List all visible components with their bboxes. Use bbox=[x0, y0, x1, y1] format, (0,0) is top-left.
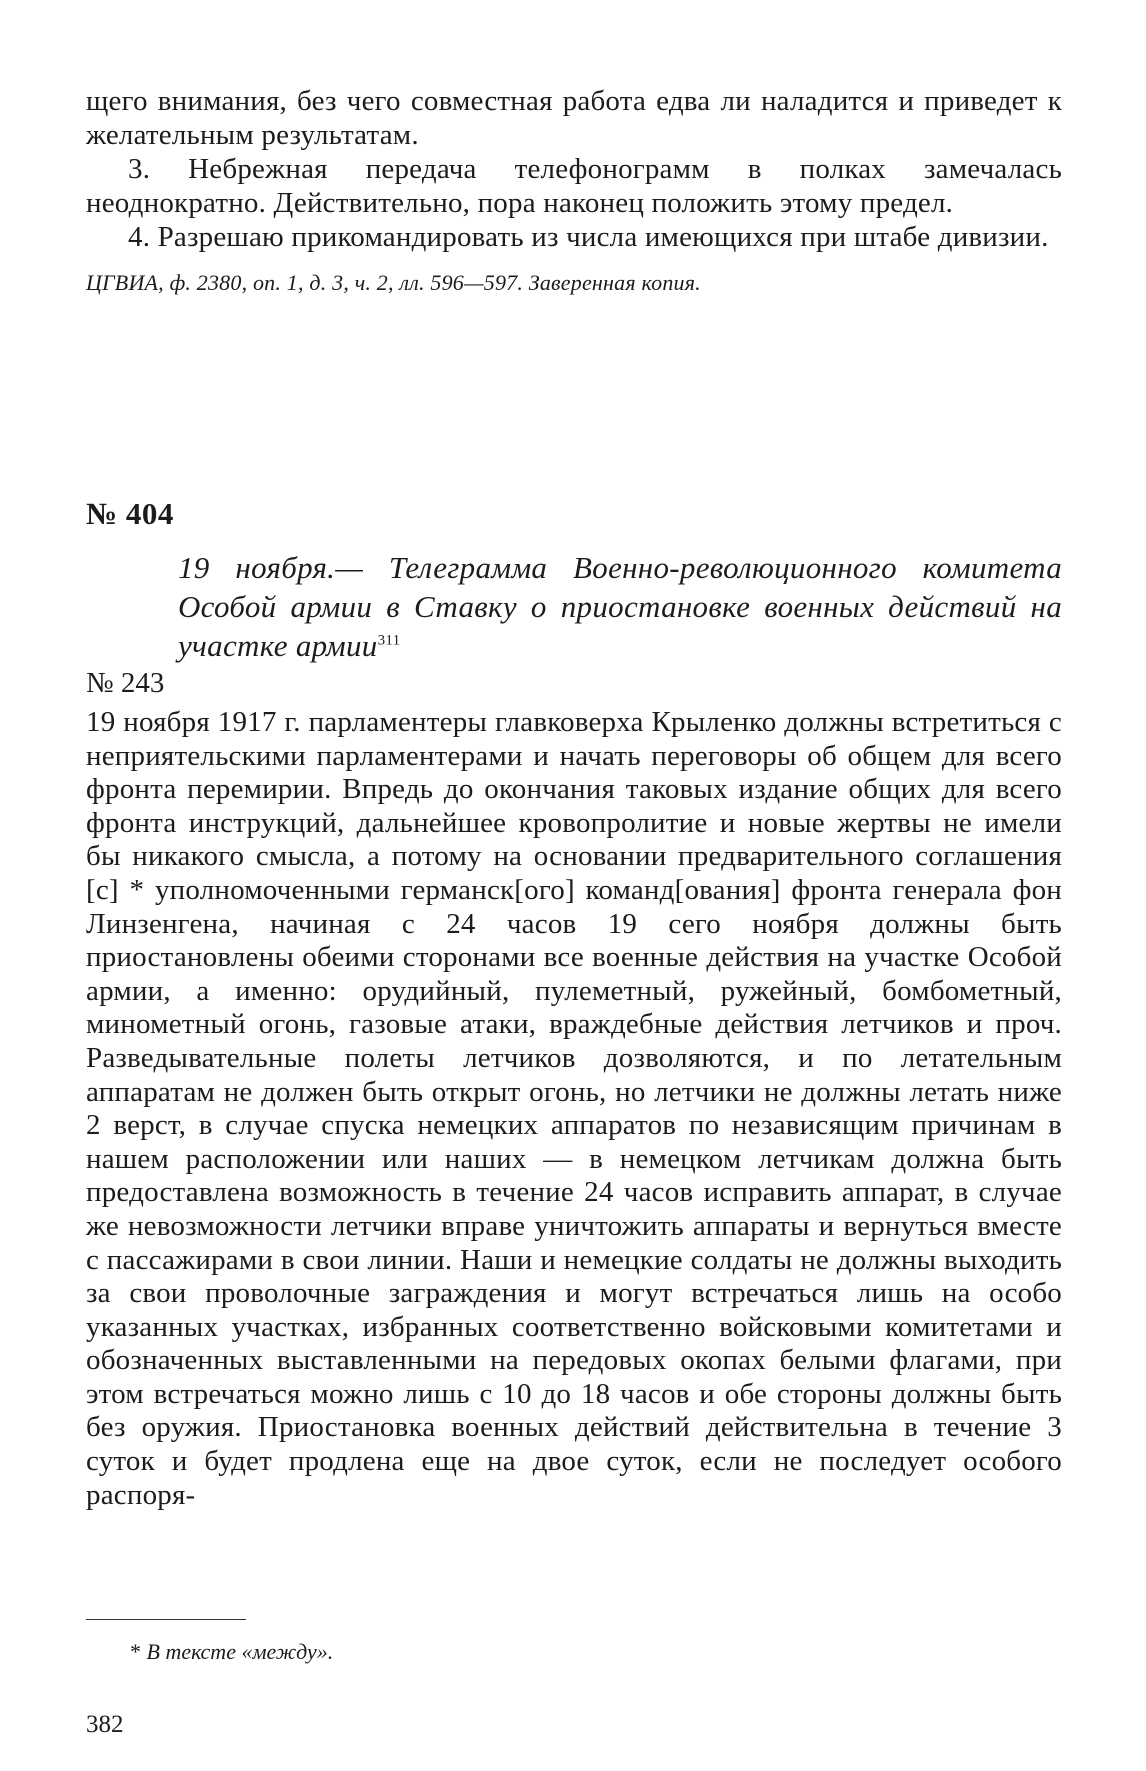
document-number: № 404 bbox=[86, 496, 174, 531]
footnote-divider bbox=[86, 1619, 246, 1620]
telegram-body: 19 ноября 1917 г. парламентеры главковерха Крыленко должны встретиться с неприятельскими парламентерами и начать переговоры об общем для всего фронта перемирии. Впредь до окончания таковых издание общих для всего фронта инструкций, дальнейшее кровопролитие и новые жертвы не имели бы никакого смысла, а потому на основании предварительного соглашения [с] * уполномоченными германск[ого] команд[ования] фронта генерала фон Линзенгена, начиная с 24 часов 19 сего ноября должны быть приостановлены обеими сторонами все военные действия на участке Особой армии, а именно: орудийный, пулеметный, ружейный, бомбометный, минометный огонь, газовые атаки, враждебные действия летчиков и проч. Разведывательные полеты летчиков дозволяются, и по летательным аппаратам не должен быть открыт огонь, но летчики не должны летать ниже 2 верст, в случае спуска немецких аппаратов по независящим причинам в нашем расположении или наших — в немецком летчикам должна быть предоставлена возможность в течение 24 часов исправить аппарат, в случае же невозможности летчики вправе уничтожить аппараты и вернуться вместе с пассажирами в свои линии. Наши и немецкие солдаты не должны выходить за свои проволочные заграждения и могут встречаться лишь на особо указанных участках, избранных соответственно войсковыми комитетами и обозначенных выставленными на передовых окопах белыми флагами, при этом встречаться можно лишь с 10 до 18 часов и обе стороны должны быть без оружия. Приостановка военных действий действительна в течение 3 суток и будет продлена еще на двое суток, если не последует особого распоря- bbox=[86, 706, 1062, 1511]
document-heading bbox=[178, 548, 1062, 665]
footnote-text: В тексте «между». bbox=[146, 1639, 334, 1664]
heading-note-ref: 311 bbox=[377, 632, 401, 649]
continuation-paragraph: щего внимания, без чего совместная работа едва ли наладится и приведет к желательным результатам. bbox=[86, 85, 1062, 151]
telegram-number: № 243 bbox=[86, 667, 165, 699]
footnote-marker: * bbox=[130, 1639, 141, 1664]
archive-source-note: ЦГВИА, ф. 2380, оп. 1, д. 3, ч. 2, лл. 596—597. Заверенная копия. bbox=[86, 270, 701, 295]
footnote bbox=[130, 1638, 333, 1666]
page-number: 382 bbox=[86, 1711, 124, 1738]
document-heading-text: 19 ноября.— Телеграмма Военно-революционного комитета Особой армии в Ставку о приостановке военных действий на участке армии bbox=[178, 550, 1062, 663]
document-page bbox=[86, 84, 1062, 1738]
item-3-paragraph: 3. Небрежная передача телефонограмм в полках замечалась неоднократно. Действительно, пора наконец положить этому предел. bbox=[86, 153, 1062, 219]
item-4-paragraph: 4. Разрешаю прикомандировать из числа имеющихся при штабе дивизии. bbox=[128, 221, 1049, 253]
